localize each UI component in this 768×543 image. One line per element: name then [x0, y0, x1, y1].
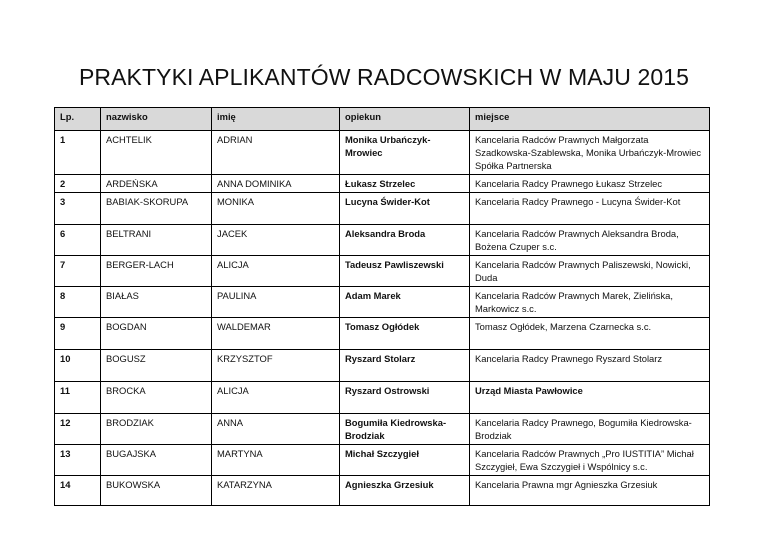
cell-opiekun: Lucyna Świder-Kot — [340, 193, 470, 225]
table-row — [55, 225, 710, 256]
cell-opiekun: Łukasz Strzelec — [340, 175, 470, 193]
header-opiekun: opiekun — [340, 108, 470, 131]
cell-miejsce: Kancelaria Radcy Prawnego - Lucyna Świder-Kot — [470, 193, 710, 225]
cell-nazwisko: BOGUSZ — [101, 350, 212, 382]
cell-nazwisko: BUKOWSKA — [101, 476, 212, 506]
cell-lp: 7 — [55, 256, 101, 287]
cell-nazwisko: BELTRANI — [101, 225, 212, 256]
cell-imie: ANNA — [212, 414, 340, 445]
header-imie: imię — [212, 108, 340, 131]
cell-lp: 8 — [55, 287, 101, 318]
cell-opiekun: Ryszard Ostrowski — [340, 382, 470, 414]
table-row — [55, 287, 710, 318]
cell-lp: 13 — [55, 445, 101, 476]
cell-opiekun: Bogumiła Kiedrowska-Brodziak — [340, 414, 470, 445]
cell-miejsce: Urząd Miasta Pawłowice — [470, 382, 710, 414]
cell-miejsce: Kancelaria Radców Prawnych Paliszewski, Nowicki, Duda — [470, 256, 710, 287]
cell-miejsce: Kancelaria Radców Prawnych Małgorzata Szadkowska-Szablewska, Monika Urbańczyk-Mrowiec Spółka Partnerska — [470, 131, 710, 175]
cell-imie: WALDEMAR — [212, 318, 340, 350]
cell-miejsce: Kancelaria Radców Prawnych Marek, Zielińska, Markowicz s.c. — [470, 287, 710, 318]
header-nazwisko: nazwisko — [101, 108, 212, 131]
cell-lp: 2 — [55, 175, 101, 193]
cell-miejsce: Tomasz Ogłódek, Marzena Czarnecka s.c. — [470, 318, 710, 350]
cell-lp: 3 — [55, 193, 101, 225]
table-row — [55, 382, 710, 414]
table-row — [55, 175, 710, 193]
cell-nazwisko: ACHTELIK — [101, 131, 212, 175]
cell-miejsce: Kancelaria Radcy Prawnego, Bogumiła Kiedrowska-Brodziak — [470, 414, 710, 445]
table-row — [55, 476, 710, 506]
cell-imie: MONIKA — [212, 193, 340, 225]
table-row — [55, 193, 710, 225]
cell-imie: ADRIAN — [212, 131, 340, 175]
cell-miejsce: Kancelaria Radców Prawnych „Pro IUSTITIA” Michał Szczygieł, Ewa Szczygieł i Wspólnicy s.c. — [470, 445, 710, 476]
table-row — [55, 256, 710, 287]
cell-imie: KRZYSZTOF — [212, 350, 340, 382]
cell-nazwisko: BOGDAN — [101, 318, 212, 350]
cell-imie: ALICJA — [212, 256, 340, 287]
cell-miejsce: Kancelaria Radców Prawnych Aleksandra Broda, Bożena Czuper s.c. — [470, 225, 710, 256]
cell-lp: 1 — [55, 131, 101, 175]
cell-nazwisko: BUGAJSKA — [101, 445, 212, 476]
cell-imie: KATARZYNA — [212, 476, 340, 506]
table-row — [55, 318, 710, 350]
cell-miejsce: Kancelaria Radcy Prawnego Ryszard Stolarz — [470, 350, 710, 382]
cell-imie: ALICJA — [212, 382, 340, 414]
cell-lp: 10 — [55, 350, 101, 382]
page-title: PRAKTYKI APLIKANTÓW RADCOWSKICH W MAJU 2015 — [78, 64, 690, 90]
cell-imie: MARTYNA — [212, 445, 340, 476]
cell-nazwisko: ARDEŃSKA — [101, 175, 212, 193]
cell-imie: ANNA DOMINIKA — [212, 175, 340, 193]
cell-opiekun: Aleksandra Broda — [340, 225, 470, 256]
table-row — [55, 414, 710, 445]
cell-nazwisko: BRODZIAK — [101, 414, 212, 445]
cell-nazwisko: BABIAK-SKORUPA — [101, 193, 212, 225]
cell-opiekun: Agnieszka Grzesiuk — [340, 476, 470, 506]
internship-table — [54, 107, 710, 506]
cell-lp: 6 — [55, 225, 101, 256]
cell-lp: 12 — [55, 414, 101, 445]
cell-lp: 14 — [55, 476, 101, 506]
cell-imie: JACEK — [212, 225, 340, 256]
cell-nazwisko: BIAŁAS — [101, 287, 212, 318]
cell-opiekun: Tomasz Ogłódek — [340, 318, 470, 350]
cell-opiekun: Ryszard Stolarz — [340, 350, 470, 382]
cell-imie: PAULINA — [212, 287, 340, 318]
table-row — [55, 131, 710, 175]
table-header-row — [55, 108, 710, 131]
cell-opiekun: Tadeusz Pawliszewski — [340, 256, 470, 287]
cell-miejsce: Kancelaria Prawna mgr Agnieszka Grzesiuk — [470, 476, 710, 506]
table-row — [55, 350, 710, 382]
cell-nazwisko: BROCKA — [101, 382, 212, 414]
cell-opiekun: Michał Szczygieł — [340, 445, 470, 476]
header-miejsce: miejsce — [470, 108, 710, 131]
cell-lp: 11 — [55, 382, 101, 414]
cell-opiekun: Monika Urbańczyk-Mrowiec — [340, 131, 470, 175]
cell-nazwisko: BERGER-LACH — [101, 256, 212, 287]
table-row — [55, 445, 710, 476]
header-lp: Lp. — [55, 108, 101, 131]
cell-opiekun: Adam Marek — [340, 287, 470, 318]
cell-miejsce: Kancelaria Radcy Prawnego Łukasz Strzelec — [470, 175, 710, 193]
cell-lp: 9 — [55, 318, 101, 350]
